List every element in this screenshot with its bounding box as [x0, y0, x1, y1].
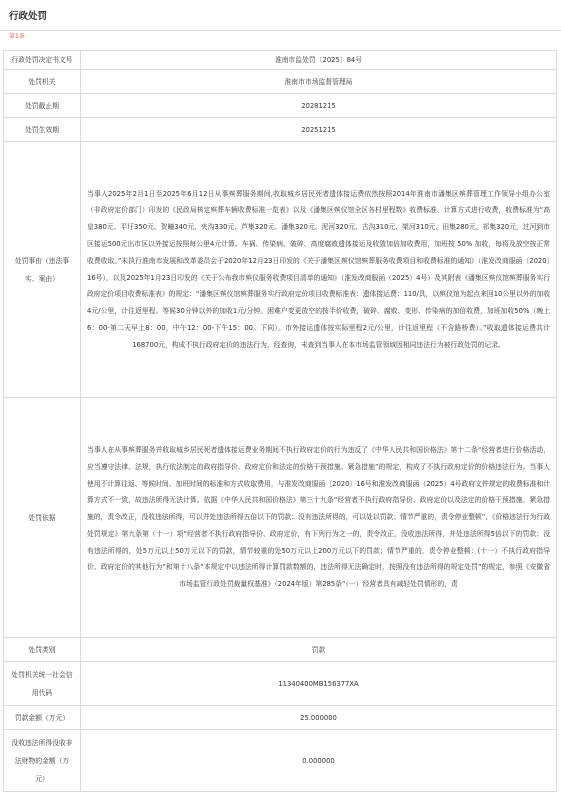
row-label: 处罚生效期	[4, 118, 81, 142]
row-value: 0.000000	[81, 730, 557, 792]
row-value: 11340400MB156377XA	[81, 662, 557, 706]
row-value: 淮南市市场监督管理局	[81, 70, 557, 94]
penalty-table	[3, 50, 557, 792]
table-row	[4, 142, 557, 398]
table-row	[4, 662, 557, 706]
table-row	[4, 706, 557, 730]
table-row	[4, 638, 557, 662]
row-label: 处罚事由（违法事实、案由）	[4, 142, 81, 398]
row-value: 25.000000	[81, 706, 557, 730]
table-row	[4, 398, 557, 638]
row-label: 处罚类别	[4, 638, 81, 662]
row-label: 没收违法所得没收非法财物的金额（万元）	[4, 730, 81, 792]
row-value: 当事人2025年2月1日至2025年6月12日从事殡葬服务期间,收取城乡居民死者遗体接运费依然按照2014年淮南市潘集区殡葬管理工作领导小组办公室（非政府定价部门）印发的《民政局核定殡葬车辆收费标准一览表》以及《潘集区殡仪馆全区各村里程数》收费标准、计算方式进行收费，收费标准为“高皇380元、平圩350元、贺疃340元、夹沟330元、芦集320元、潘集320元、泥河320元、古沟310元、架河310元、田集280元，祁集320元，过河到市区接运500元出市区以外接运按照每公里4元计算。车祸、传染病、破碎、高度腐败遗体接运及收敛加倍加收费用，加班按 50% 加收，每将及放空按正常收费收取。”未执行淮南市发展和改革委员会于2020年12月23日印发的《关于潘集区殡仪馆殡葬服务收费项目和收费标准的通知》（淮发改商服函〔2020〕16号），以及2025年1月23日印发的《关于公布我市殡仪服务收费项目清单的通知》（淮发改商服函（2025）4号）及其附表《潘集区殡仪馆殡葬服务实行政府定价项目收费标准表》的规定：“潘集区殡仪馆殡葬服务实行政府定价项目收费标准表：遗体接运费：110/具，以殡仪馆为起点来回10公里以外的加收4元/公里，计往返里程。等候30分钟以外的加收1元/分钟。困难户变更放空的按半价收费，破碎、腐败、变形、传染病的加倍收费，加班加收50%（晚上6：00-第二天早上8：00，中午12：00-下午15：00。下同）。市外接运遗体按实际里程2元/公里，计往返里程（不含路桥费）。”收取遗体接运费共计168700元，构成不执行政府定价的违法行为。经查询，未查到当事人在本市场监管领域因相同违法行为被行政处罚的记录。	[81, 142, 557, 398]
row-value: 20251215	[81, 118, 557, 142]
record-count: 第1条	[9, 33, 25, 40]
row-label: 行政处罚决定书文号	[4, 51, 81, 70]
row-value: 20281215	[81, 94, 557, 118]
row-value: 当事人在从事殡葬服务并收取城乡居民死者遗体接运费业务期间不执行政府定价的行为违反了《中华人民共和国价格法》第十二条“经营者进行价格活动，应当遵守法律、法规，执行依法制定的政府指导价、政府定价和法定的价格干预措施、紧急措施”的规定，构成了不执行政府定价的价格违法行为。当事人使用不计算往返、等候时间、加班时间的标准和方式收取费用，与淮发改商服函〔2020〕16号和淮发改商服函（2025）4号政府文件规定的收费标准和计算方式不一致，故违法所得无法计算。依据《中华人民共和国价格法》第三十九条“经营者不执行政府指导价、政府定价以及法定的价格干预措施、紧急措施的，责令改正，没收违法所得，可以并处违法所得五倍以下的罚款；没有违法所得的，可以处以罚款；情节严重的，责令停业整顿”、《价格违法行为行政处罚规定》第九条第（十一）项“经营者不执行政府指导价、政府定价，有下列行为之一的，责令改正，没收违法所得，并处违法所得5倍以下的罚款；没有违法所得的，处5万元以上50万元以下的罚款，情节较重的处50万元以上200万元以下的罚款；情节严重的，责令停业整顿：(十一）不执行政府指导价、政府定价的其他行为”和第十八条“本规定中以违法所得计算罚款数额的，违法所得无法确定时，按照没有违法所得的规定处罚”的规定，参照《安徽省市场监管行政处罚裁量权基准》（2024年版）第285条“（一）经营者具有减轻处罚情形的，责	[81, 398, 557, 638]
row-value: 淮南市监处罚〔2025〕84号	[81, 51, 557, 70]
table-row	[4, 94, 557, 118]
row-label: 处罚截止期	[4, 94, 81, 118]
header-divider	[0, 30, 561, 31]
row-label: 罚款金额（万元）	[4, 706, 81, 730]
row-label: 处罚依据	[4, 398, 81, 638]
table-row	[4, 70, 557, 94]
table-row	[4, 51, 557, 70]
section-header	[0, 0, 561, 30]
table-row	[4, 730, 557, 792]
row-label: 处罚机关统一社会信用代码	[4, 662, 81, 706]
row-value: 罚款	[81, 638, 557, 662]
row-label: 处罚机关	[4, 70, 81, 94]
table-row	[4, 118, 557, 142]
section-title: 行政处罚	[9, 11, 48, 22]
